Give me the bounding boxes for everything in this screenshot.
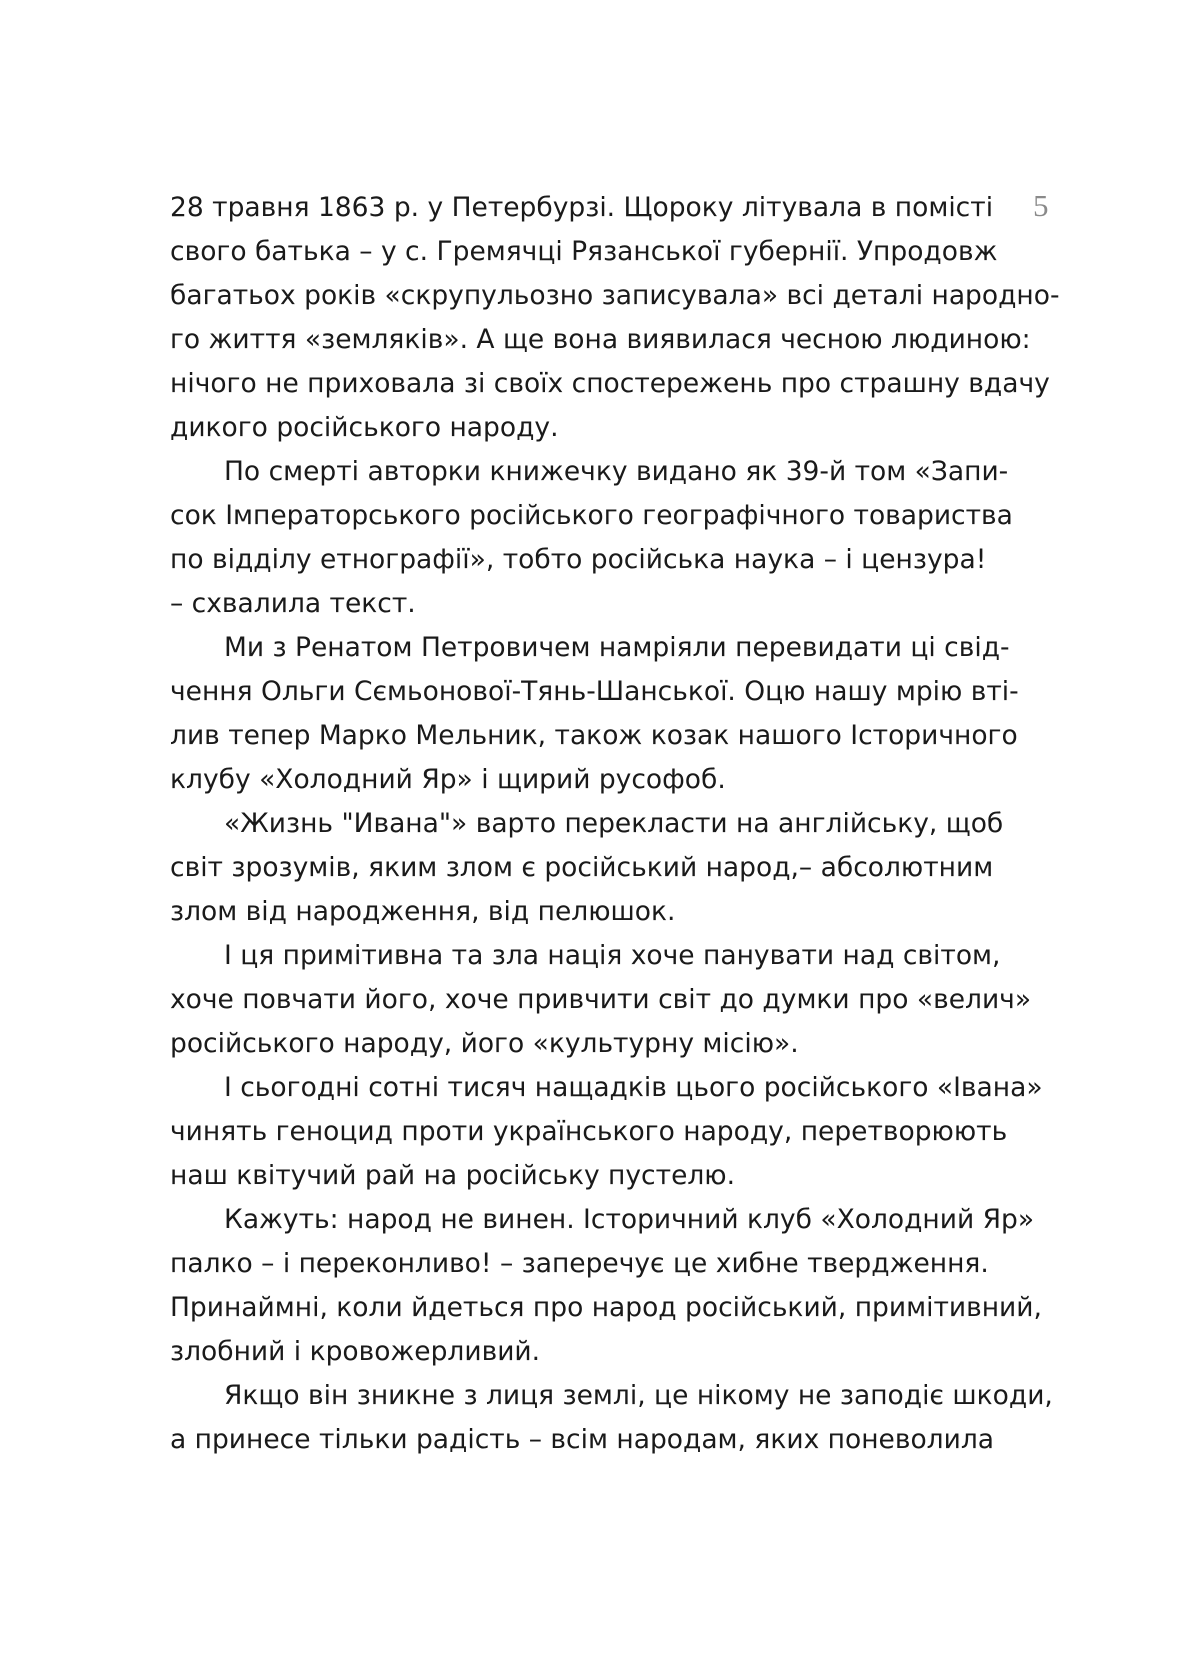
page-number: 5 [1033,188,1049,223]
text-line: хоче повчати його, хоче привчити світ до думки про «велич» [170,984,1032,1015]
text-line: чення Ольги Сємьонової-Тянь-Шанської. Оцю нашу мрію вті- [170,676,1019,707]
text-line: І сьогодні сотні тисяч нащадків цього російського «Івана» [224,1072,1043,1103]
text-line: клубу «Холодний Яр» і щирий русофоб. [170,764,726,795]
paragraph [170,802,1004,934]
text-line: лив тепер Марко Мельник, також козак нашого Історичного [170,720,1018,751]
text-line: 28 травня 1863 р. у Петербурзі. Щороку літувала в помісті [170,192,994,223]
paragraph [170,1198,1042,1374]
text-line: наш квітучий рай на російську пустелю. [170,1160,736,1191]
text-line: – схвалила текст. [170,588,416,619]
text-line: а принесе тільки радість – всім народам, яких поневолила [170,1424,995,1455]
text-line: по відділу етнографії», тобто російська наука – і цензура! [170,544,987,575]
paragraph [170,450,1013,626]
paragraph [170,934,1032,1066]
text-line: І ця примітивна та зла нація хоче панувати над світом, [224,940,1001,971]
text-line: «Жизнь "Ивана"» варто перекласти на англійську, щоб [224,808,1004,839]
text-line: го життя «земляків». А ще вона виявилася чесною людиною: [170,324,1031,355]
text-line: сок Імператорського російського географічного товариства [170,500,1013,531]
text-line: злом від народження, від пелюшок. [170,896,676,927]
paragraph [170,186,1060,450]
text-line: чинять геноцид проти українського народу, перетворюють [170,1116,1008,1147]
text-line: багатьох років «скрупульозно записувала» всі деталі народно- [170,280,1060,311]
paragraph [170,1066,1043,1198]
text-line: Кажуть: народ не винен. Історичний клуб «Холодний Яр» [224,1204,1035,1235]
text-line: Ми з Ренатом Петровичем намріяли перевидати ці свід- [224,632,1010,663]
text-line: палко – і переконливо! – заперечує це хибне твердження. [170,1248,989,1279]
text-line: Якщо він зникне з лиця землі, це нікому не заподіє шкоди, [224,1380,1053,1411]
body-text [170,186,1060,1462]
text-line: злобний і кровожерливий. [170,1336,541,1367]
text-line: Принаймні, коли йдеться про народ російський, примітивний, [170,1292,1042,1323]
text-line: По смерті авторки книжечку видано як 39-й том «Запи- [224,456,1009,487]
text-line: російського народу, його «культурну місію». [170,1028,799,1059]
text-line: свого батька – у с. Гремячці Рязанської губернії. Упродовж [170,236,998,267]
text-line: дикого російського народу. [170,412,559,443]
text-line: нічого не приховала зі своїх спостережень про страшну вдачу [170,368,1050,399]
paragraph [170,1374,1053,1462]
text-line: світ зрозумів, яким злом є російський народ,– абсолютним [170,852,994,883]
paragraph [170,626,1019,802]
